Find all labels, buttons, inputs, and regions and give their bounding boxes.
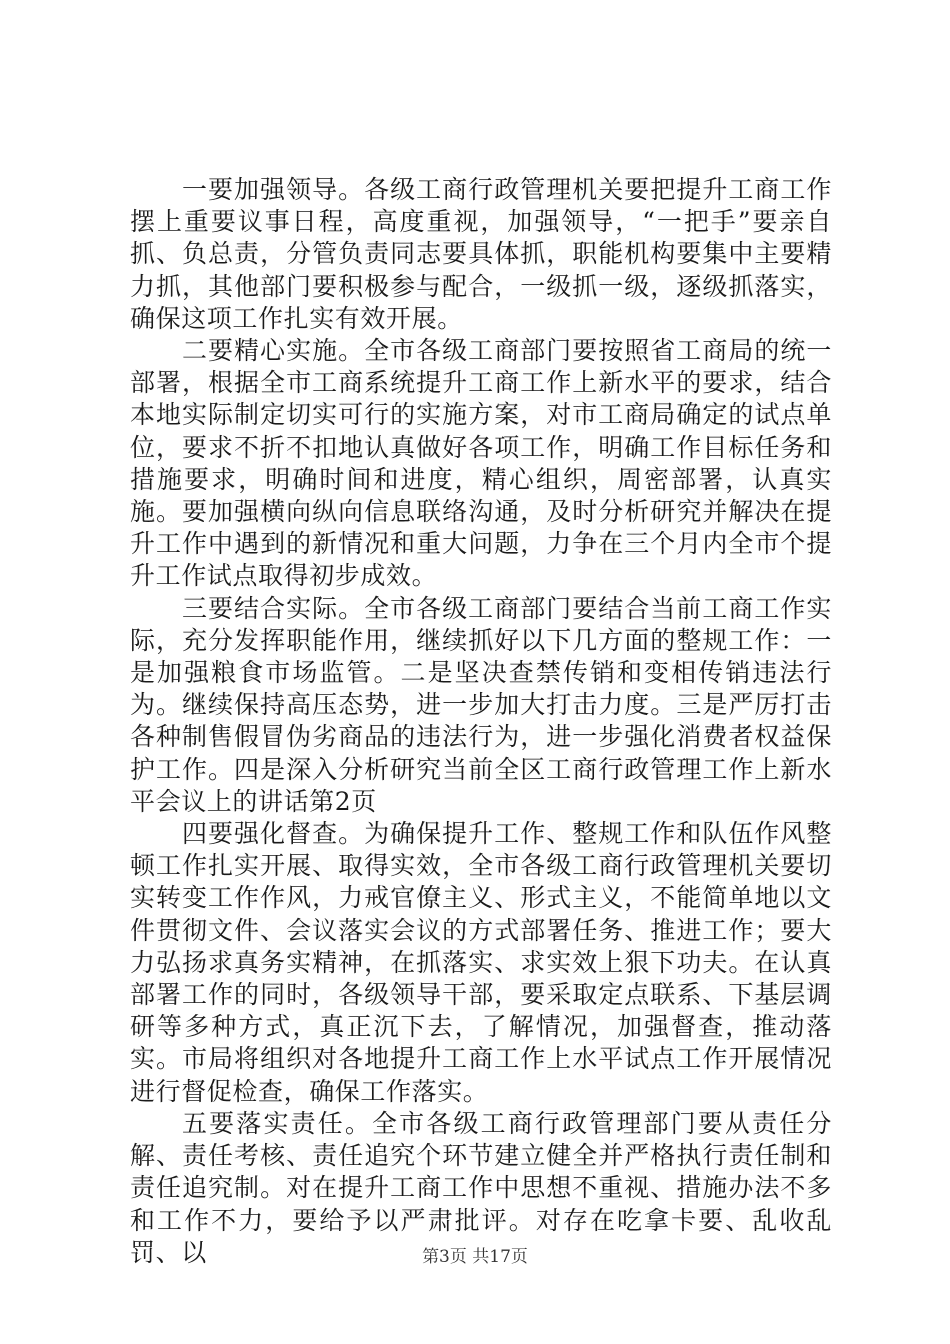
page-number-footer: 第3页 共17页 xyxy=(422,1247,528,1267)
paragraph-1: 一要加强领导。各级工商行政管理机关要把提升工商工作摆上重要议事日程，高度重视，加强领导，“一把手”要亲自抓、负总责，分管负责同志要具体抓，职能机构要集中主要精力抓，其他部门要积极参与配合，一级抓一级，逐级抓落实，确保这项工作扎实有效开展。 xyxy=(130,175,832,333)
paragraph-2: 二要精心实施。全市各级工商部门要按照省工商局的统一部署，根据全市工商系统提升工商工作上新水平的要求，结合本地实际制定切实可行的实施方案，对市工商局确定的试点单位，要求不折不扣地认真做好各项工作，明确工作目标任务和措施要求，明确时间和进度，精心组织，周密部署，认真实施。要加强横向纵向信息联络沟通，及时分析研究并解决在提升工作中遇到的新情况和重大问题，力争在三个月内全市个提升工作试点取得初步成效。 xyxy=(130,336,832,591)
document-body xyxy=(130,174,832,1269)
paragraph-4: 四要强化督查。为确保提升工作、整规工作和队伍作风整顿工作扎实开展、取得实效，全市各级工商行政管理机关要切实转变工作作风，力戒官僚主义、形式主义，不能简单地以文件贯彻文件、会议落实会议的方式部署任务、推进工作；要大力弘扬求真务实精神，在抓落实、求实效上狠下功夫。在认真部署工作的同时，各级领导干部，要采取定点联系、下基层调研等多种方式，真正沉下去，了解情况，加强督查，推动落实。市局将组织对各地提升工商工作上水平试点工作开展情况进行督促检查，确保工作落实。 xyxy=(130,819,832,1106)
paragraph-5: 五要落实责任。全市各级工商行政管理部门要从责任分解、责任考核、责任追究个环节建立健全并严格执行责任制和责任追究制。对在提升工商工作中思想不重视、措施办法不多和工作不力，要给予以严肃批评。对存在吃拿卡要、乱收乱罚、以 xyxy=(130,1108,832,1267)
paragraph-3: 三要结合实际。全市各级工商部门要结合当前工商工作实际，充分发挥职能作用，继续抓好以下几方面的整规工作：一是加强粮食市场监管。二是坚决查禁传销和变相传销违法行为。继续保持高压态势，进一步加大打击力度。三是严厉打击各种制售假冒伪劣商品的违法行为，进一步强化消费者权益保护工作。四是深入分析研究当前全区工商行政管理工作上新水平会议上的讲话第2页 xyxy=(130,593,832,816)
